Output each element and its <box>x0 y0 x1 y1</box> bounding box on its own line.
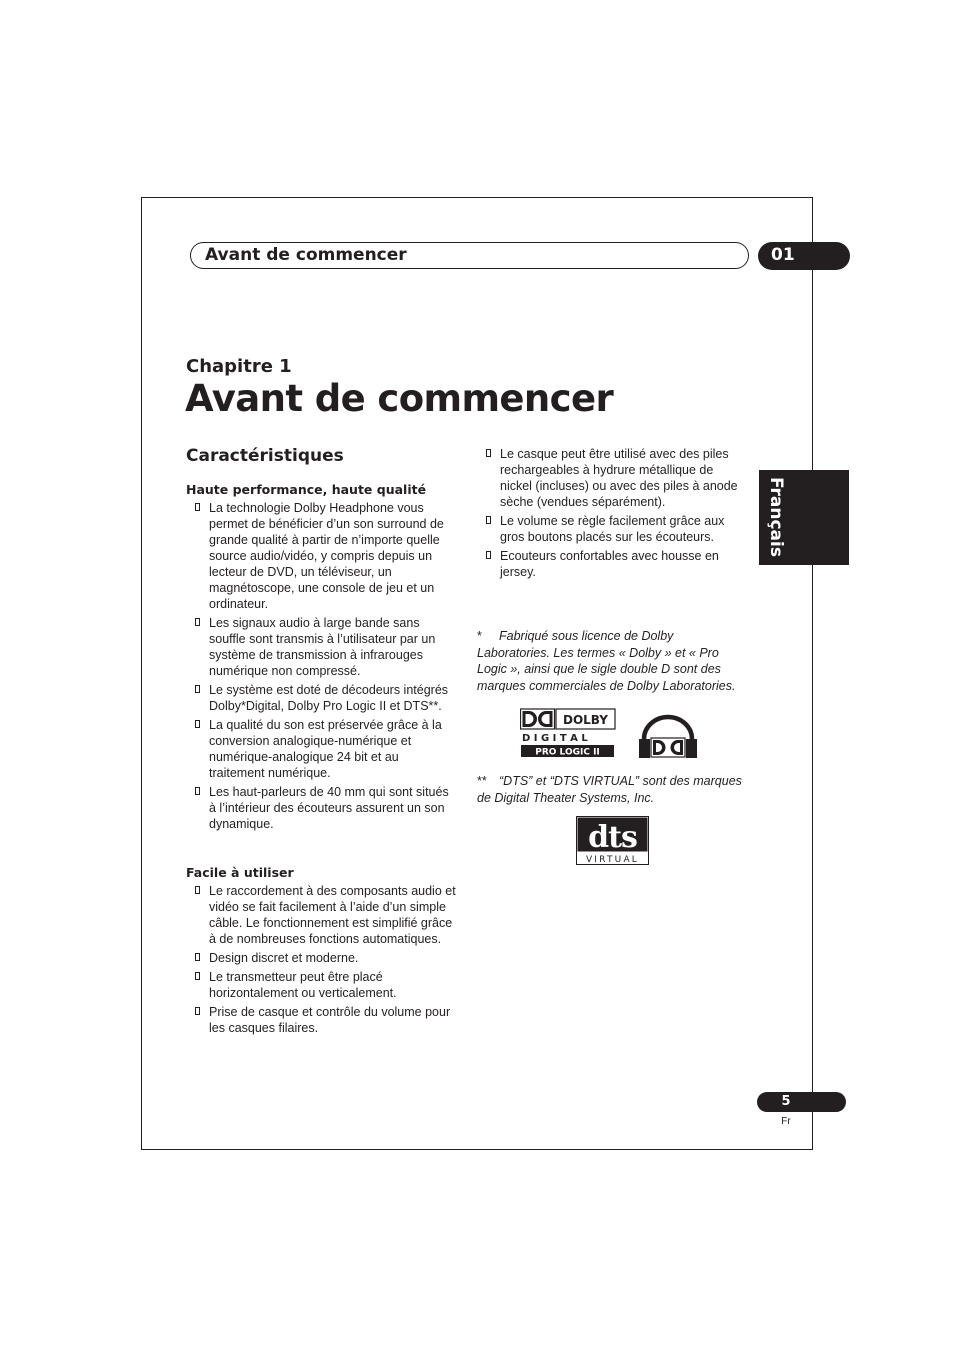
list-item: Le volume se règle facilement grâce aux gros boutons placés sur les écouteurs. <box>486 513 748 545</box>
list-item: Le raccordement à des composants audio et vidéo se fait facilement à l’aide d’un simple câble. Le fonctionnement est simplifié grâce à de nombreuses fonctions automatiques. <box>195 883 457 947</box>
language-tab-label: Français <box>766 477 786 557</box>
features-heading: Caractéristiques <box>186 446 344 466</box>
virtual-word: VIRTUAL <box>585 855 640 865</box>
more-features-list <box>486 446 748 583</box>
digital-word: D I G I T A L <box>522 733 588 744</box>
page-number-badge <box>757 1092 846 1112</box>
ease-of-use-list <box>195 883 457 1039</box>
section-header-title: Avant de commencer <box>205 245 407 265</box>
dolby-headphone-logo <box>636 713 700 759</box>
list-item: Le système est doté de décodeurs intégrés Dolby*Digital, Dolby Pro Logic II et DTS**. <box>195 682 457 714</box>
bullet-icon <box>486 516 491 524</box>
bullet-icon <box>195 972 200 980</box>
footnote-mark: ** <box>477 774 487 788</box>
footnote-text: Fabriqué sous licence de Dolby Laboratories. Les termes « Dolby » et « Pro Logic », ainsi que le sigle double D sont des marques commerciales de Dolby Laboratories. <box>477 629 736 693</box>
dts-virtual-logo <box>576 816 650 866</box>
list-item: Design discret et moderne. <box>195 950 457 966</box>
list-item: Ecouteurs confortables avec housse en jersey. <box>486 548 748 580</box>
bullet-icon <box>486 449 491 457</box>
bullet-icon <box>195 503 200 511</box>
footnote-mark: * <box>477 629 482 643</box>
performance-subheading: Haute performance, haute qualité <box>186 482 427 497</box>
page-title: Avant de commencer <box>185 377 614 420</box>
list-item: Le casque peut être utilisé avec des piles rechargeables à hydrure métallique de nickel (incluses) ou avec des piles à anode sèche (vendues séparément). <box>486 446 748 510</box>
list-item: Prise de casque et contrôle du volume pour les casques filaires. <box>195 1004 457 1036</box>
list-item: La technologie Dolby Headphone vous permet de bénéficier d’un son surround de grande qualité à partir de n’importe quelle source audio/vidéo, y compris depuis un lecteur de DVD, un téléviseur, un magnétoscope, une console de jeu et un ordinateur. <box>195 500 457 612</box>
bullet-icon <box>195 886 200 894</box>
pro-logic-word: PRO LOGIC II <box>535 747 600 758</box>
bullet-icon <box>195 720 200 728</box>
page-number: 5 <box>781 1094 791 1109</box>
footnote-text: “DTS” et “DTS VIRTUAL” sont des marques de Digital Theater Systems, Inc. <box>477 774 742 805</box>
list-item: Les signaux audio à large bande sans souffle sont transmis à l’utilisateur par un système de transmission à infrarouges numérique non compressé. <box>195 615 457 679</box>
list-item: La qualité du son est préservée grâce à la conversion analogique-numérique et numérique-analogique 24 bit et au traitement numérique. <box>195 717 457 781</box>
bullet-icon <box>195 1007 200 1015</box>
dts-footnote <box>477 773 749 806</box>
page-language-code: Fr <box>781 1116 791 1127</box>
dolby-digital-pro-logic-logo <box>520 708 616 758</box>
bullet-icon <box>195 787 200 795</box>
list-item: Le transmetteur peut être placé horizontalement ou verticalement. <box>195 969 457 1001</box>
chapter-number: 01 <box>771 245 795 265</box>
bullet-icon <box>195 953 200 961</box>
bullet-icon <box>486 551 491 559</box>
dolby-word: DOLBY <box>563 713 608 727</box>
list-item: Les haut-parleurs de 40 mm qui sont situés à l’intérieur des écouteurs assurent un son dynamique. <box>195 784 457 832</box>
bullet-icon <box>195 618 200 626</box>
ease-of-use-subheading: Facile à utiliser <box>186 865 294 880</box>
performance-list <box>195 500 457 835</box>
dts-word: dts <box>588 820 637 855</box>
dolby-footnote <box>477 628 749 694</box>
bullet-icon <box>195 685 200 693</box>
chapter-label: Chapitre 1 <box>186 356 292 377</box>
